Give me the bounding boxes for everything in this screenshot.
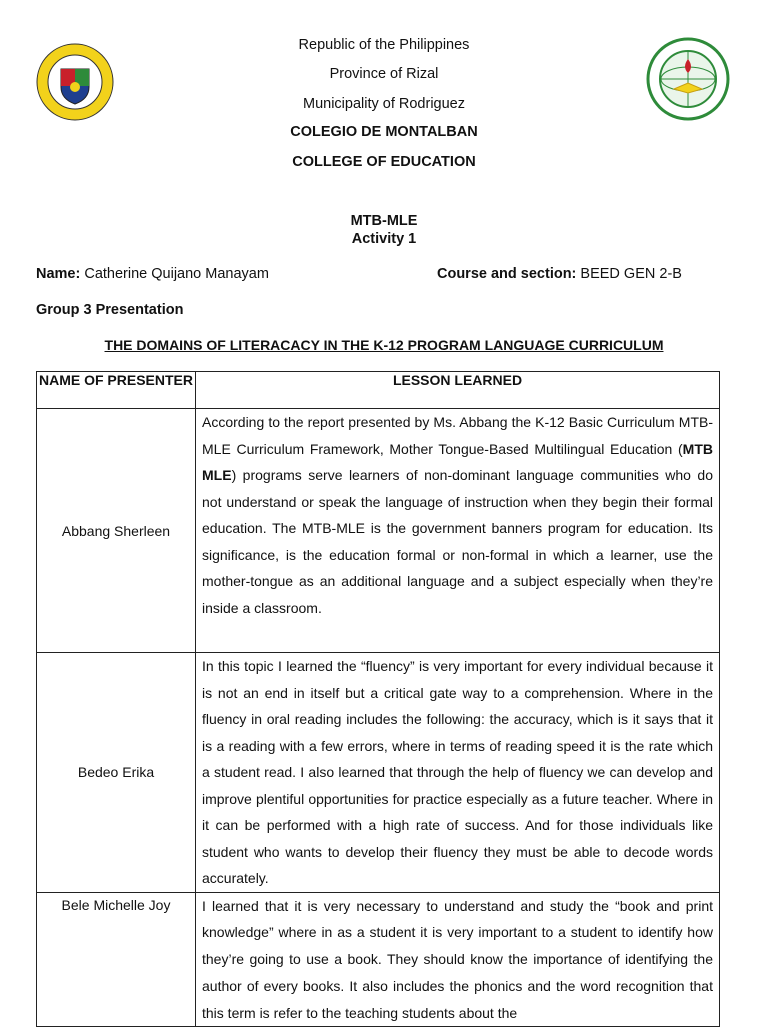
lesson-table	[36, 371, 720, 1027]
student-name	[36, 266, 269, 282]
header-province: Province of Rizal	[329, 66, 439, 82]
lesson-text: In this topic I learned the “fluency” is very important for every individual because it is not an end in itself but a critical gate way to a comprehension. Where in the fluency in oral reading includes the following: the accuracy, which is it says that it is a reading with a few errors, where in terms of reading speed it is the rate which a student read. I also learned that through the help of fluency we can develop and improve plentiful opportunities for practice especially as a future teacher. Where in it can be performed with a high rate of success. And for those individuals like student who wants to develop their fluency they must be able to decode words accurately.	[196, 653, 720, 893]
header-college: COLLEGE OF EDUCATION	[292, 154, 476, 170]
subject-course: MTB-MLE	[350, 213, 418, 229]
lesson-text: I learned that it is very necessary to understand and study the “book and print knowledge” where in as a student it is very important to a student to identify how they’re going to use a book. They should know the importance of identifying the author of every books. It also includes the phonics and the word recognition that this term is refer to the teaching students about the	[196, 892, 720, 1027]
lesson-text-part: According to the report presented by Ms. Abbang the K-12 Basic Curriculum MTB-MLE Curriculum Framework, Mother Tongue-Based Multilingual Education (	[202, 414, 713, 457]
presenter-name: Abbang Sherleen	[37, 409, 196, 653]
group-label: Group 3 Presentation	[36, 302, 184, 318]
course-value: BEED GEN 2-B	[580, 266, 682, 282]
column-header-lesson: LESSON LEARNED	[196, 372, 720, 409]
table-header-row	[37, 372, 720, 409]
student-course	[437, 266, 682, 282]
table-row	[37, 653, 720, 893]
header-republic: Republic of the Philippines	[298, 37, 470, 53]
lesson-text-part: ) programs serve learners of non-dominant language communities who do not understand or speak the language of instruction when they begin their formal education. The MTB-MLE is the government banners program for education. Its significance, is the education formal or non-formal in which a learner, use the mother-tongue as an additional language and a subject especially when they’re inside a classroom.	[202, 467, 713, 616]
table-row	[37, 892, 720, 1027]
lesson-text	[196, 409, 720, 653]
subject-activity: Activity 1	[351, 231, 417, 247]
course-label: Course and section:	[437, 266, 577, 282]
name-label: Name:	[36, 266, 81, 282]
document-title: THE DOMAINS OF LITERACACY IN THE K-12 PROGRAM LANGUAGE CURRICULUM	[104, 337, 664, 353]
header-municipality: Municipality of Rodriguez	[303, 96, 465, 112]
presenter-name: Bele Michelle Joy	[37, 892, 196, 1027]
header-school: COLEGIO DE MONTALBAN	[290, 124, 478, 140]
presenter-name: Bedeo Erika	[37, 653, 196, 893]
column-header-presenter: NAME OF PRESENTER	[37, 372, 196, 409]
lesson-text-bold: MTB MLE	[202, 440, 713, 483]
table-row	[37, 409, 720, 653]
name-value: Catherine Quijano Manayam	[84, 266, 269, 282]
